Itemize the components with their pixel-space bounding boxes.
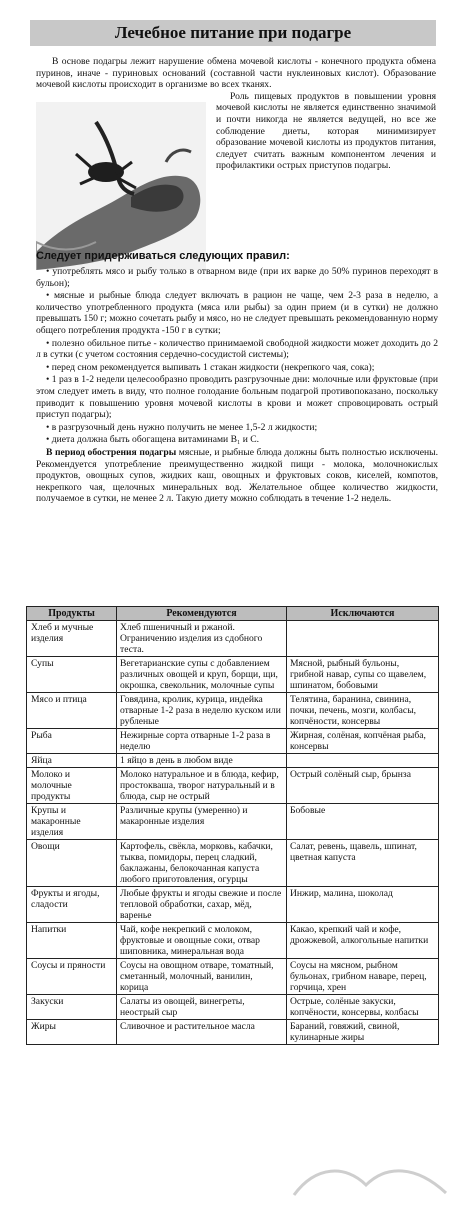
column-header-recommended: Рекомендуются [117,607,287,621]
diet-table [26,606,439,1045]
table-row [27,1020,439,1045]
excluded-cell: Мясной, рыбный бульоны, грибной навар, супы со щавелем, шпинатом, бобовыми [287,657,439,693]
column-header-products: Продукты [27,607,117,621]
excluded-cell: Бобовые [287,804,439,840]
rule-item: • 1 раз в 1-2 недели целесообразно проводить разгрузочные дни: молочные или фруктовые (при этом следует иметь в виду, что полное голодание больным подагрой противопоказано, поскольку приводит к повышению уровня мочевой кислоты в крови и может спровоцировать острый приступ подагры); [36,374,438,421]
excluded-cell: Какао, крепкий чай и кофе, дрожжевой, алкогольные напитки [287,923,439,959]
product-cell: Молоко и молочные продукты [27,768,117,804]
rules-list [36,266,438,506]
recommended-cell: Любые фрукты и ягоды свежие и после тепловой обработки, сахар, мёд, варенье [117,887,287,923]
product-cell: Рыба [27,729,117,754]
excluded-cell [287,621,439,657]
table-row [27,621,439,657]
product-cell: Соусы и пряности [27,959,117,995]
acute-lead: В период обострения подагры [46,446,177,458]
product-cell: Яйца [27,754,117,768]
rule-item: • употреблять мясо и рыбу только в отварном виде (при их варке до 50% пуринов переходят в бульон); [36,266,438,289]
product-cell: Мясо и птица [27,693,117,729]
intro-paragraph: В основе подагры лежит нарушение обмена мочевой кислоты - конечного продукта обмена пуринов, иначе - пуриновых оснований (составной части нуклеиновых кислот). Образование мочевой кислоты происходит в организме во всех тканях. [36,56,436,91]
rules-heading: Следует придерживаться следующих правил: [36,250,290,262]
recommended-cell: Нежирные сорта отварные 1-2 раза в неделю [117,729,287,754]
table-row [27,995,439,1020]
recommended-cell: Хлеб пшеничный и ржаной. Ограничению изделия из сдобного теста. [117,621,287,657]
recommended-cell: Соусы на овощном отваре, томатный, сметанный, молочный, ванилин, корица [117,959,287,995]
product-cell: Крупы и макаронные изделия [27,804,117,840]
product-cell: Жиры [27,1020,117,1045]
recommended-cell: Картофель, свёкла, морковь, кабачки, тыква, помидоры, перец сладкий, баклажаны, белокочанная капуста любого приготовления, огурцы [117,840,287,887]
table-row [27,657,439,693]
recommended-cell: Вегетарианские супы с добавлением различных овощей и круп, борщи, щи, окрошка, свекольник, молочные супы [117,657,287,693]
table-row [27,923,439,959]
watermark-graphic [286,1155,456,1205]
excluded-cell: Бараний, говяжий, свиной, кулинарные жиры [287,1020,439,1045]
intro-paragraph: Роль пищевых продуктов в повышении уровня мочевой кислоты не является единственно значимой и почти никогда не является ведущей, но все же соблюдение диеты, которая минимизирует образование мочевой кислоты из продуктов питания, следует считать важным компонентом лечения и профилактики острых приступов подагры. [216,90,436,172]
rule-item: • перед сном рекомендуется выпивать 1 стакан жидкости (некрепкого чая, сока); [46,361,375,373]
excluded-cell [287,754,439,768]
excluded-cell: Острые, солёные закуски, копчёности, консервы, колбасы [287,995,439,1020]
excluded-cell: Телятина, баранина, свинина, почки, печень, мозги, колбасы, копчёности, консервы [287,693,439,729]
excluded-cell: Инжир, малина, шоколад [287,887,439,923]
intro-text [36,56,436,172]
column-header-excluded: Исключаются [287,607,439,621]
recommended-cell: Салаты из овощей, винегреты, неострый сыр [117,995,287,1020]
product-cell: Супы [27,657,117,693]
rule-item: • в разгрузочный день нужно получить не менее 1,5-2 л жидкости; [46,421,318,433]
product-cell: Закуски [27,995,117,1020]
diet-table-container [26,606,438,1045]
excluded-cell: Салат, ревень, щавель, шпинат, цветная капуста [287,840,439,887]
rule-item: • диета должна быть обогащена витаминами B₁ и С. [46,434,260,446]
excluded-cell: Острый солёный сыр, брынза [287,768,439,804]
table-row [27,729,439,754]
recommended-cell: 1 яйцо в день в любом виде [117,754,287,768]
table-header-row [27,607,439,621]
product-cell: Овощи [27,840,117,887]
table-row [27,840,439,887]
table-row [27,693,439,729]
rule-item: • полезно обильное питье - количество принимаемой свободной жидкости может доходить до 2 л в сутки (с учетом состояния сердечно-сосудистой системы); [36,337,438,361]
table-row [27,754,439,768]
excluded-cell: Соусы на мясном, рыбном бульонах, грибном наваре, перец, горчица, хрен [287,959,439,995]
table-row [27,959,439,995]
excluded-cell: Жирная, солёная, копчёная рыба, консервы [287,729,439,754]
recommended-cell: Чай, кофе некрепкий с молоком, фруктовые и овощные соки, отвар шиповника, минеральная вода [117,923,287,959]
table-row [27,804,439,840]
recommended-cell: Различные крупы (умеренно) и макаронные изделия [117,804,287,840]
product-cell: Фрукты и ягоды, сладости [27,887,117,923]
acute-paragraph [36,447,438,505]
table-row [27,887,439,923]
recommended-cell: Говядина, кролик, курица, индейка отварные 1-2 раза в неделю куском или рубленые [117,693,287,729]
recommended-cell: Сливочное и растительное масла [117,1020,287,1045]
rule-item: • мясные и рыбные блюда следует включать в рацион не чаще, чем 2-3 раза в неделю, а количество употребленного продукта (мяса или рыбы) за один прием (и в сутки) не должно превышать 150 г; можно сочетать рыбу и мясо, но не следует превышать рекомендованную норму общего потребления продукта -150 г в сутки; [36,290,438,336]
acute-text: мясные, и рыбные блюда должны быть полностью исключены. Рекомендуется употребление преимущественно жидкой пищи - молока, молочнокислых продуктов, овощных супов, жидких каш, овощных и фруктовых соков, киселей, компотов, некрепкого чая, щелочных минеральных вод. Желательное общее количество жидкости, получаемое в сутки, не менее 2 л. Такую диету можно соблюдать в течение 1-2 недель. [36,446,438,505]
recommended-cell: Молоко натуральное и в блюда, кефир, простокваша, творог натуральный и в блюда, сыр не острый [117,768,287,804]
table-body [27,621,439,1045]
page-title: Лечебное питание при подагре [30,20,436,46]
product-cell: Хлеб и мучные изделия [27,621,117,657]
table-row [27,768,439,804]
product-cell: Напитки [27,923,117,959]
